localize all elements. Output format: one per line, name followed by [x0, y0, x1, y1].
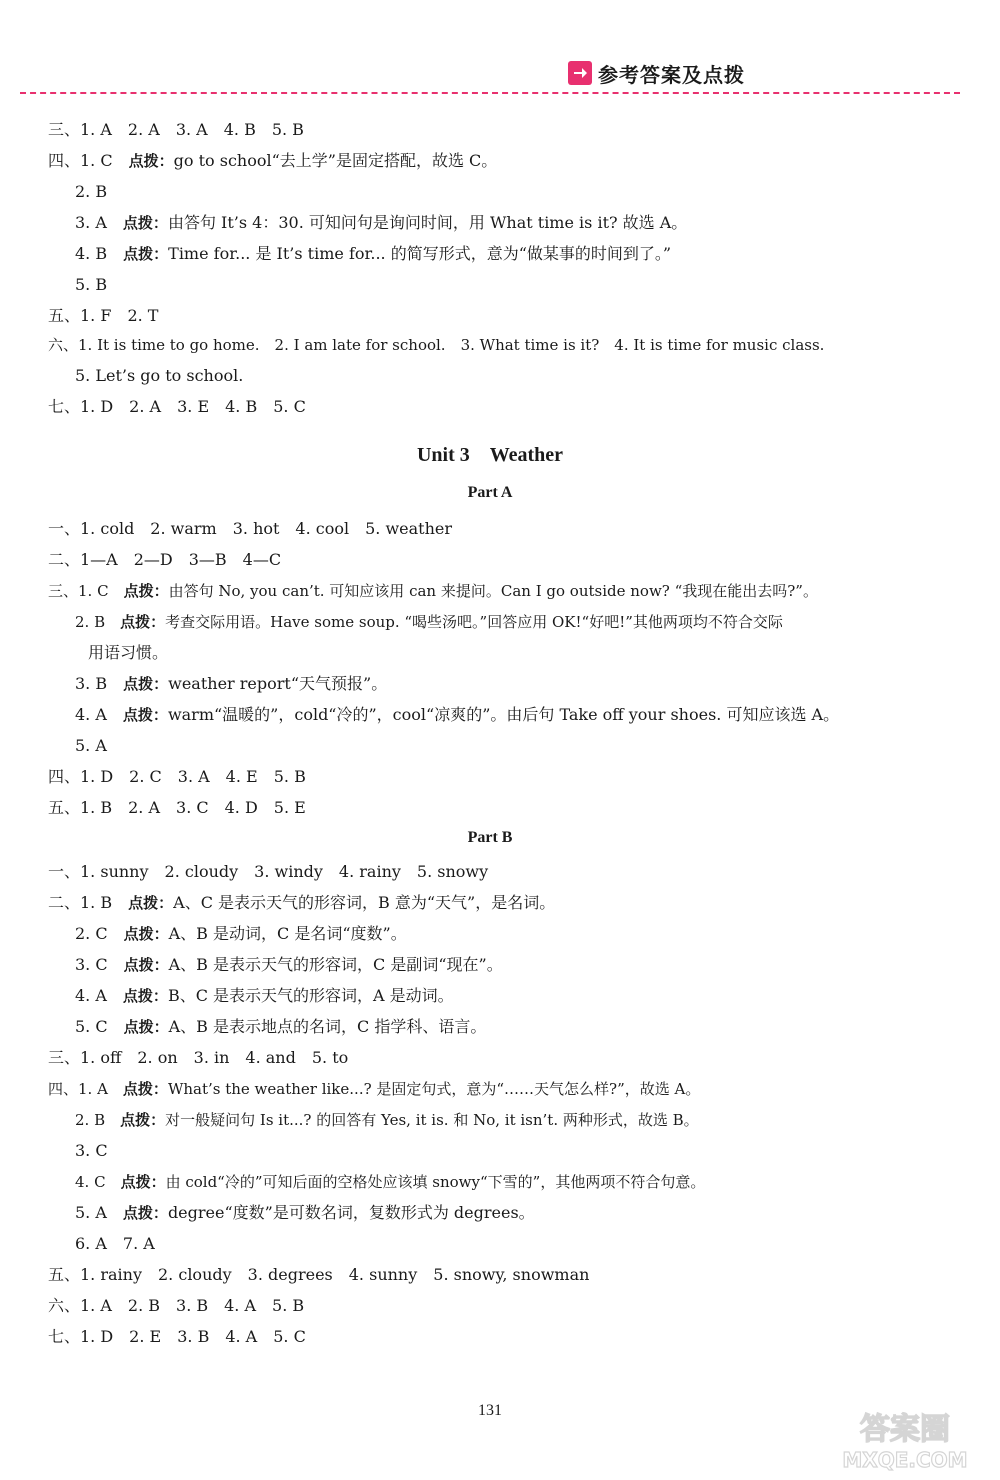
- answer-line: 二、1—A 2—D 3—B 4—C: [48, 550, 282, 569]
- answer-line: 5. B: [75, 275, 108, 294]
- answer-line: 二、1. B 点拨：A、C 是表示天气的形容词，B 意为“天气”，是名词。: [48, 893, 556, 912]
- answer-line: 2. B: [75, 182, 108, 201]
- answer-line: 5. C 点拨：A、B 是表示地点的名词，C 指学科、语言。: [75, 1017, 487, 1036]
- header-title-group: [568, 60, 745, 86]
- answer-line: 5. A: [75, 736, 107, 755]
- watermark-logo: [820, 1405, 990, 1475]
- answer-line: 一、1. cold 2. warm 3. hot 4. cool 5. weather: [48, 519, 453, 538]
- answer-line: 3. C: [75, 1141, 108, 1160]
- answer-line: 七、1. D 2. A 3. E 4. B 5. C: [48, 397, 306, 416]
- answer-line: 五、1. B 2. A 3. C 4. D 5. E: [48, 798, 306, 817]
- answer-line: 四、1. C 点拨：go to school“去上学”是固定搭配，故选 C。: [48, 151, 498, 170]
- answer-line: 六、1. A 2. B 3. B 4. A 5. B: [48, 1296, 305, 1315]
- arrow-right-icon: [568, 61, 592, 85]
- answer-line: 四、1. A 点拨：What’s the weather like...? 是固定句式，意为“……天气怎么样?”，故选 A。: [48, 1080, 701, 1098]
- page-header: [0, 0, 1000, 100]
- header-divider: [20, 92, 960, 94]
- answer-line: 一、1. sunny 2. cloudy 3. windy 4. rainy 5. snowy: [48, 862, 489, 881]
- answer-line: 五、1. rainy 2. cloudy 3. degrees 4. sunny 5. snowy, snowman: [48, 1265, 590, 1284]
- answer-line: 三、1. A 2. A 3. A 4. B 5. B: [48, 120, 304, 139]
- answer-line: 2. B 点拨：考查交际用语。Have some soup. “喝些汤吧。”回答应用 OK!“好吧!”其他两项均不符合交际: [75, 613, 783, 631]
- answer-line: 2. C 点拨：A、B 是动词，C 是名词“度数”。: [75, 924, 407, 943]
- answer-line: 3. B 点拨：weather report“天气预报”。: [75, 674, 388, 693]
- answer-line: 3. A 点拨：由答句 It’s 4：30. 可知问句是询问时间，用 What time is it? 故选 A。: [75, 213, 688, 232]
- answer-line: 四、1. D 2. C 3. A 4. E 5. B: [48, 767, 306, 786]
- answer-line: 六、1. It is time to go home. 2. I am late for school. 3. What time is it? 4. It is time for music class.: [48, 336, 825, 354]
- watermark-url: MXQE.COM: [842, 1448, 968, 1472]
- page-number: 131: [478, 1402, 502, 1419]
- answer-line: 4. A 点拨：warm“温暖的”，cold“冷的”，cool“凉爽的”。由后句 Take off your shoes. 可知应该选 A。: [75, 705, 840, 724]
- answer-line: 七、1. D 2. E 3. B 4. A 5. C: [48, 1327, 306, 1346]
- answer-line: 3. C 点拨：A、B 是表示天气的形容词，C 是副词“现在”。: [75, 955, 503, 974]
- part-a-title: Part A: [467, 484, 513, 501]
- answer-line: 4. B 点拨：Time for... 是 It’s time for... 的简写形式，意为“做某事的时间到了。”: [75, 244, 672, 263]
- answer-line: 5. A 点拨：degree“度数”是可数名词，复数形式为 degrees。: [75, 1203, 535, 1222]
- watermark-title: 答案圈: [860, 1412, 950, 1447]
- part-b-title: Part B: [467, 829, 513, 846]
- answer-line: 2. B 点拨：对一般疑问句 Is it...? 的回答有 Yes, it is. 和 No, it isn’t. 两种形式，故选 B。: [75, 1111, 699, 1129]
- answer-line: 4. C 点拨：由 cold“冷的”可知后面的空格处应该填 snowy“下雪的”，其他两项不符合句意。: [75, 1173, 706, 1191]
- answer-line: 用语习惯。: [88, 643, 169, 662]
- unit-title: Unit 3 Weather: [416, 444, 564, 466]
- answer-line: 6. A 7. A: [75, 1234, 155, 1253]
- answer-line: 4. A 点拨：B、C 是表示天气的形容词，A 是动词。: [75, 986, 454, 1005]
- answer-line: 三、1. off 2. on 3. in 4. and 5. to: [48, 1048, 349, 1067]
- header-title: 参考答案及点拨: [598, 62, 745, 87]
- answer-line: 三、1. C 点拨：由答句 No, you can’t. 可知应该用 can 来提问。Can I go outside now? “我现在能出去吗?”。: [48, 582, 818, 600]
- answer-line: 5. Let’s go to school.: [75, 366, 244, 385]
- answer-line: 五、1. F 2. T: [48, 306, 159, 325]
